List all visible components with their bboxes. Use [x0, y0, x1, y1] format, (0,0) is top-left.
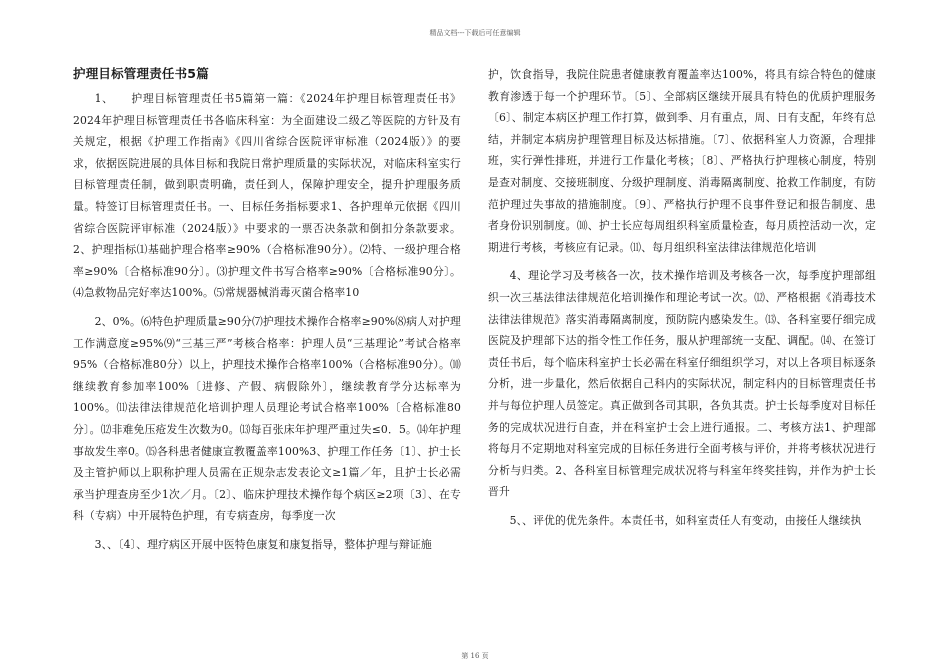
paragraph-5: 5、、评优的优先条件。本责任书，如科室责任人有变动，由接任人继续执	[509, 513, 862, 527]
paragraph-3-continued: 护，饮食指导，我院住院患者健康教育覆盖率达100%，将具有综合特色的健康教育渗透于每一个护理环节。〔5〕、全部病区继续开展具有特色的优质护理服务〔6〕、制定本病区护理工作打算，做到季、月有重点，周、日有支配，年终有总结，并制定本病房护理管理目标及达标措施。〔7〕、依据科室人力资源，合理排班，实行弹性排班，并进行工作量化考核；〔8〕、严格执行护理核心制度，特别是查对制度、交接班制度、分级护理制度、消毒隔离制度、抢救工作制度，有防范护理过失事故的措施制度。〔9〕、严格执行护理不良事件登记和报告制度、患者身份识别制度。⑽、护士长应每周组织科室质量检查，每月质控活动一次，定期进行考核，考核应有记录。⑾、每月组织科室法律法律规范化培训	[488, 68, 876, 254]
paragraph-2: 2、0%。⑹特色护理质量≥90分⑺护理技术操作合格率≥90%⑻病人对护理工作满意度≥95%⑼“三基三严”考核合格率：护理人员“三基理论”考试合格率95%（合格标准80分）以上，护理技术操作合格率100%（合格标准90分）。⑽继续教育参加率100%〔进修、产假、病假除外〕，继续教育学分达标率为100%。⑾法律法律规范化培训护理人员理论考试合格率100%〔合格标准80分〕。⑿非难免压疮发生次数为0。⒀每百张床年护理严重过失≤0．5。⒁年护理事故发生率0。⒂各科患者健康宣教覆盖率100%3、护理工作任务〔1〕、护士长及主管护师以上职称护理人员需在正规杂志发表论文≥1篇／年，且护士长必需承当护理查房至少1次／月。〔2〕、临床护理技术操作每个病区≥2项〔3〕、在专科（专病）中开展特色护理，有专病查房，每季度一次	[73, 314, 461, 523]
page-header-note: 精品文档---下载后可任意编辑	[429, 29, 521, 37]
paragraph-1: 1、 护理目标管理责任书5篇第一篇：《2024年护理目标管理责任书》2024年护理目标管理责任书各临床科室：为全面建设二级乙等医院的方针及有关规定，根据《护理工作指南》《四川省综合医院评审标准（2024版）》的要求，依据医院进展的具体目标和我院日常护理质量的实际状况，对临床科室实行目标管理责任制，做到职责明确，责任到人，保障护理安全，提升护理服务质量。特签订目标管理责任书。一、目标任务指标要求1、各护理单元依据《四川省综合医院评审标准（2024版）》中要求的一票否决条款和倒扣分条款要求。2、护理指标⑴基础护理合格率≥90%（合格标准90分）。⑵特、一级护理合格率≥90%〔合格标准90分〕。⑶护理文件书写合格率≥90%〔合格标准90分〕。⑷急救物品完好率达100%。⑸常规器械消毒灭菌合格率10	[73, 92, 461, 300]
right-column	[488, 64, 876, 531]
paragraph-3: 3、、〔4〕、理疗病区开展中医特色康复和康复指导，整体护理与辩证施	[94, 537, 432, 551]
page-number: 第 16 页	[461, 652, 489, 660]
paragraph-4: 4、理论学习及考核各一次，技术操作培训及考核各一次，每季度护理部组织一次三基法律法律规范化培训操作和理论考试一次。⑿、严格根据《消毒技术法律法律规范》落实消毒隔离制度，预防院内感染发生。⒀、各科室要仔细完成医院及护理部下达的指令性工作任务，服从护理部统一支配、调配。⒁、在签订责任书后，每个临床科室护士长必需在科室仔细组织学习，对以上各项目标逐条分析，进一步量化，然后依据自己科内的实际状况，制定科内的目标管理责任书并与每位护理人员签定。真正做到各司其职，各负其责。护士长每季度对目标任务的完成状况进行自查，并在科室护士会上进行通报。二、考核方法1、护理部将每月不定期地对科室完成的目标任务进行全面考核与评价，并将考核状况进行分析与归类。2、各科室目标管理完成状况将与科室年终奖挂钩，并作为护士长晋升	[488, 269, 876, 499]
document-title: 护理目标管理责任书5篇	[73, 66, 209, 81]
left-column	[73, 64, 461, 555]
